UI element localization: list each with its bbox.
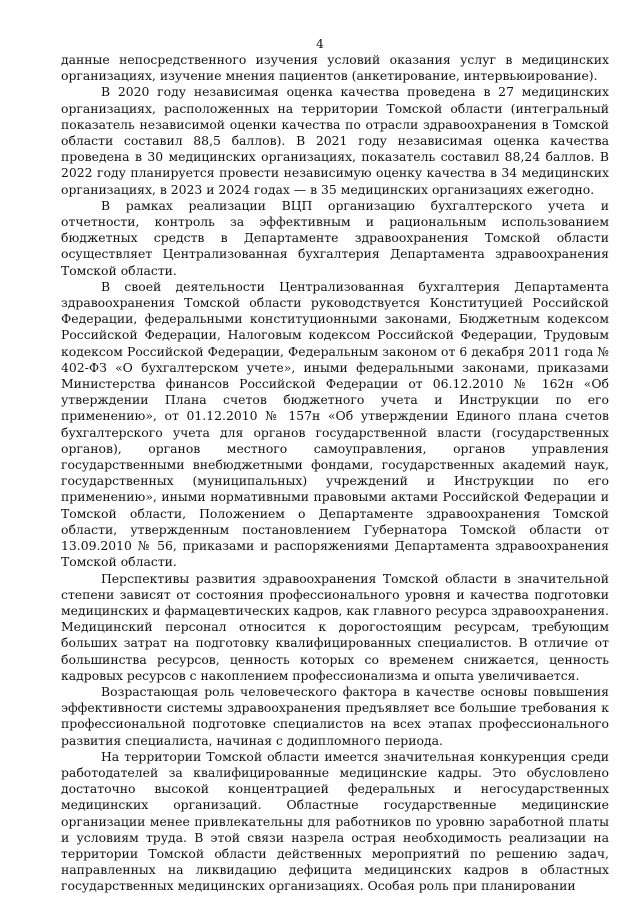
paragraph-legal-basis: В своей деятельности Централизованная бухгалтерия Департамента здравоохранения Томской области руководствуется Конституцией Российской Федерации, федеральными конституционными законами, Бюджетным кодексом Российской Федерации, Налоговым кодексом Российской Федерации, Трудовым кодексом Российской Федерации, Федеральным законом от 6 декабря 2011 года № 402-ФЗ «О бухгалтерском учете», иными федеральными законами, приказами Министерства финансов Российской Федерации от 06.12.2010 № 162н «Об утверждении Плана счетов бюджетного учета и Инструкции по его применению», от 01.12.2010 № 157н «Об утверждении Единого плана счетов бухгалтерского учета для органов государственной власти (государственных органов), органов местного самоуправления, органов управления государственными внебюджетными фондами, государственных академий наук, государственных (муниципальных) учреждений и Инструкции по его применению», иными нормативными правовыми актами Российской Федерации и Томской области, Положением о Департаменте здравоохранения Томской области, утвержденным постановлением Губернатора Томской области от 13.09.2010 № 56, приказами и распоряжениями Департамента здравоохранения Томской области. [61,278,609,570]
paragraph-accounting: В рамках реализации ВЦП организацию бухгалтерского учета и отчетности, контроль за эффективным и рациональным использованием бюджетных средств в Департаменте здравоохранения Томской области осуществляет Централизованная бухгалтерия Департамента здравоохранения Томской области. [61,197,609,278]
paragraph-continuation: данные непосредственного изучения условий оказания услуг в медицинских организациях, изучение мнения пациентов (анкетирование, интервьюирование). [61,52,609,84]
paragraph-human-factor: Возрастающая роль человеческого фактора в качестве основы повышения эффективности системы здравоохранения предъявляет все большие требования к профессиональной подготовке специалистов на всех этапах профессионального развития специалиста, начиная с додипломного периода. [61,683,609,748]
paragraph-quality-assessment: В 2020 году независимая оценка качества проведена в 27 медицинских организациях, расположенных на территории Томской области (интегральный показатель независимой оценки качества по отрасли здравоохранения в Томской области составил 88,5 баллов). В 2021 году независимая оценка качества проведена в 30 медицинских организациях, показатель составил 88,24 баллов. В 2022 году планируется провести независимую оценку качества в 34 медицинских организациях, в 2023 и 2024 годах — в 35 медицинских организациях ежегодно. [61,84,609,197]
document-body [61,52,609,895]
paragraph-development-prospects: Перспективы развития здравоохранения Томской области в значительной степени зависят от состояния профессионального уровня и качества подготовки медицинских и фармацевтических кадров, как главного ресурса здравоохранения. Медицинский персонал относится к дорогостоящим ресурсам, требующим больших затрат на подготовку квалифицированных специалистов. В отличие от большинства ресурсов, ценность которых со временем снижается, ценность кадровых ресурсов с накоплением профессионализма и опыта увеличивается. [61,570,609,683]
paragraph-staff-competition: На территории Томской области имеется значительная конкуренция среди работодателей за квалифицированные медицинские кадры. Это обусловлено достаточно высокой концентрацией федеральных и негосударственных медицинских организаций. Областные государственные медицинские организации менее привлекательны для работников по уровню заработной платы и условиям труда. В этой связи назрела острая необходимость реализации на территории Томской области действенных мероприятий по решению задач, направленных на ликвидацию дефицита медицинских кадров в областных государственных медицинских организациях. Особая роль при планировании [61,748,609,894]
page-number: 4 [316,37,324,51]
